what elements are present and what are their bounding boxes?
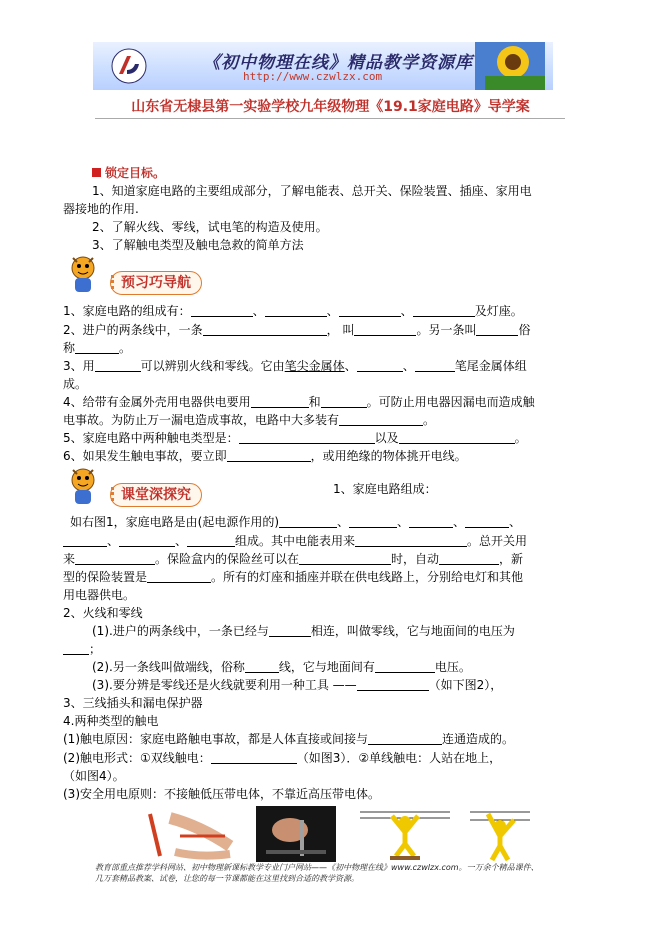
goal-item: 1、知道家庭电路的主要组成部分，了解电能表、总开关、保险装置、插座、家用电: [92, 184, 532, 198]
preview-badge: 预习巧导航: [110, 271, 202, 295]
classroom-s4b: (2)触电形式：①双线触电： （如图3）．②单线触电：人站在地上，: [63, 751, 502, 765]
preview-q3-cont: 成。: [63, 377, 88, 391]
double-wire-shock-figure: [470, 806, 530, 862]
test-pen-figure: [140, 806, 240, 862]
preview-q2: 2、进户的两条线中，一条 ， 叫 。另一条叫 俗: [63, 323, 531, 337]
classroom-p1: 如右图1，家庭电路是由(起电源作用的) 、 、 、 、: [70, 515, 522, 529]
classroom-s3: 3、三线插头和漏电保护器: [63, 696, 203, 710]
classroom-p5: 用电器供电。: [63, 588, 136, 602]
sunflower-icon: [475, 42, 545, 90]
header-banner: [93, 42, 553, 90]
goal-item: 2、了解火线、零线，试电笔的构造及使用。: [92, 220, 328, 234]
preview-q4-cont: 电事故。为防止万一漏电造成事故，电路中大多装有 。: [63, 413, 436, 427]
classroom-s2b: (2).另一条线叫做端线，俗称 线，它与地面间有 电压。: [92, 660, 471, 674]
goals-heading: 锁定目标。: [92, 164, 165, 182]
classroom-s2a-cont: ；: [63, 640, 101, 658]
classroom-s4: 4.两种类型的触电: [63, 714, 159, 728]
classroom-s4b-cont: （如图4）。: [63, 769, 125, 783]
classroom-badge: 课堂深探究: [110, 483, 202, 507]
goal-item: 器接地的作用.: [63, 202, 139, 216]
banner-title: 《初中物理在线》精品教学资源库: [203, 53, 473, 73]
banner-url: http://www.czwlzx.com: [243, 70, 383, 83]
preview-q3: 3、用 可以辨别火线和零线。它由笔尖金属体、 、 笔尾金属体组: [63, 359, 527, 373]
footer-note: 教育部重点推荐学科网站、初中物理新课标教学专业门户网站——《初中物理在线》www.czwlzx.com。一万余个精品课件、 几万套精品教案、试卷，让您的每一节课都能在这里找到合适的教学资源。: [95, 863, 539, 883]
goal-item: 3、了解触电类型及触电急救的简单方法: [92, 238, 304, 252]
preview-q4: 4、给带有金属外壳用电器供电要用 和 。可防止用电器因漏电而造成触: [63, 395, 535, 409]
classroom-s4a: (1)触电原因：家庭电路触电事故，都是人体直接或间接与 连通造成的。: [63, 732, 515, 746]
preview-q1: 1、家庭电路的组成有： 、 、 、 及灯座。: [63, 304, 523, 318]
preview-q2-cont: 称 。: [63, 341, 132, 355]
classroom-p2: 、 、 组成。其中电能表用来 。总开关用: [63, 532, 527, 550]
single-wire-shock-figure: [360, 806, 450, 862]
classroom-s2a: (1).进户的两条线中，一条已经与 相连，叫做零线，它与地面间的电压为: [92, 624, 515, 638]
preview-q6: 6、如果发生触电事故，要立即 ，或用绝缘的物体挑开电线。: [63, 449, 467, 463]
classroom-s4c: (3)安全用电原则：不接触低压带电体，不靠近高压带电体。: [63, 787, 381, 801]
title-divider: [95, 118, 565, 119]
classroom-s2: 2、火线和零线: [63, 606, 143, 620]
page-title: 山东省无棣县第一实验学校九年级物理《19.1家庭电路》导学案: [131, 99, 530, 115]
preview-q5: 5、家庭电路中两种触电类型是： 以及 。: [63, 431, 527, 445]
classroom-section1-title: 1、家庭电路组成：: [333, 482, 437, 496]
test-pen-photo: [256, 806, 336, 862]
classroom-p4: 型的保险装置是 。所有的灯座和插座并联在供电线路上，分别给电灯和其他: [63, 570, 524, 584]
site-logo-icon: [111, 48, 147, 84]
classroom-s2c: (3).要分辨是零线还是火线就要利用一种工具 —— （如下图2），: [92, 678, 503, 692]
red-square-icon: [92, 168, 101, 177]
classroom-p3: 来 。保险盒内的保险丝可以在 时，自动 ，新: [63, 552, 524, 566]
